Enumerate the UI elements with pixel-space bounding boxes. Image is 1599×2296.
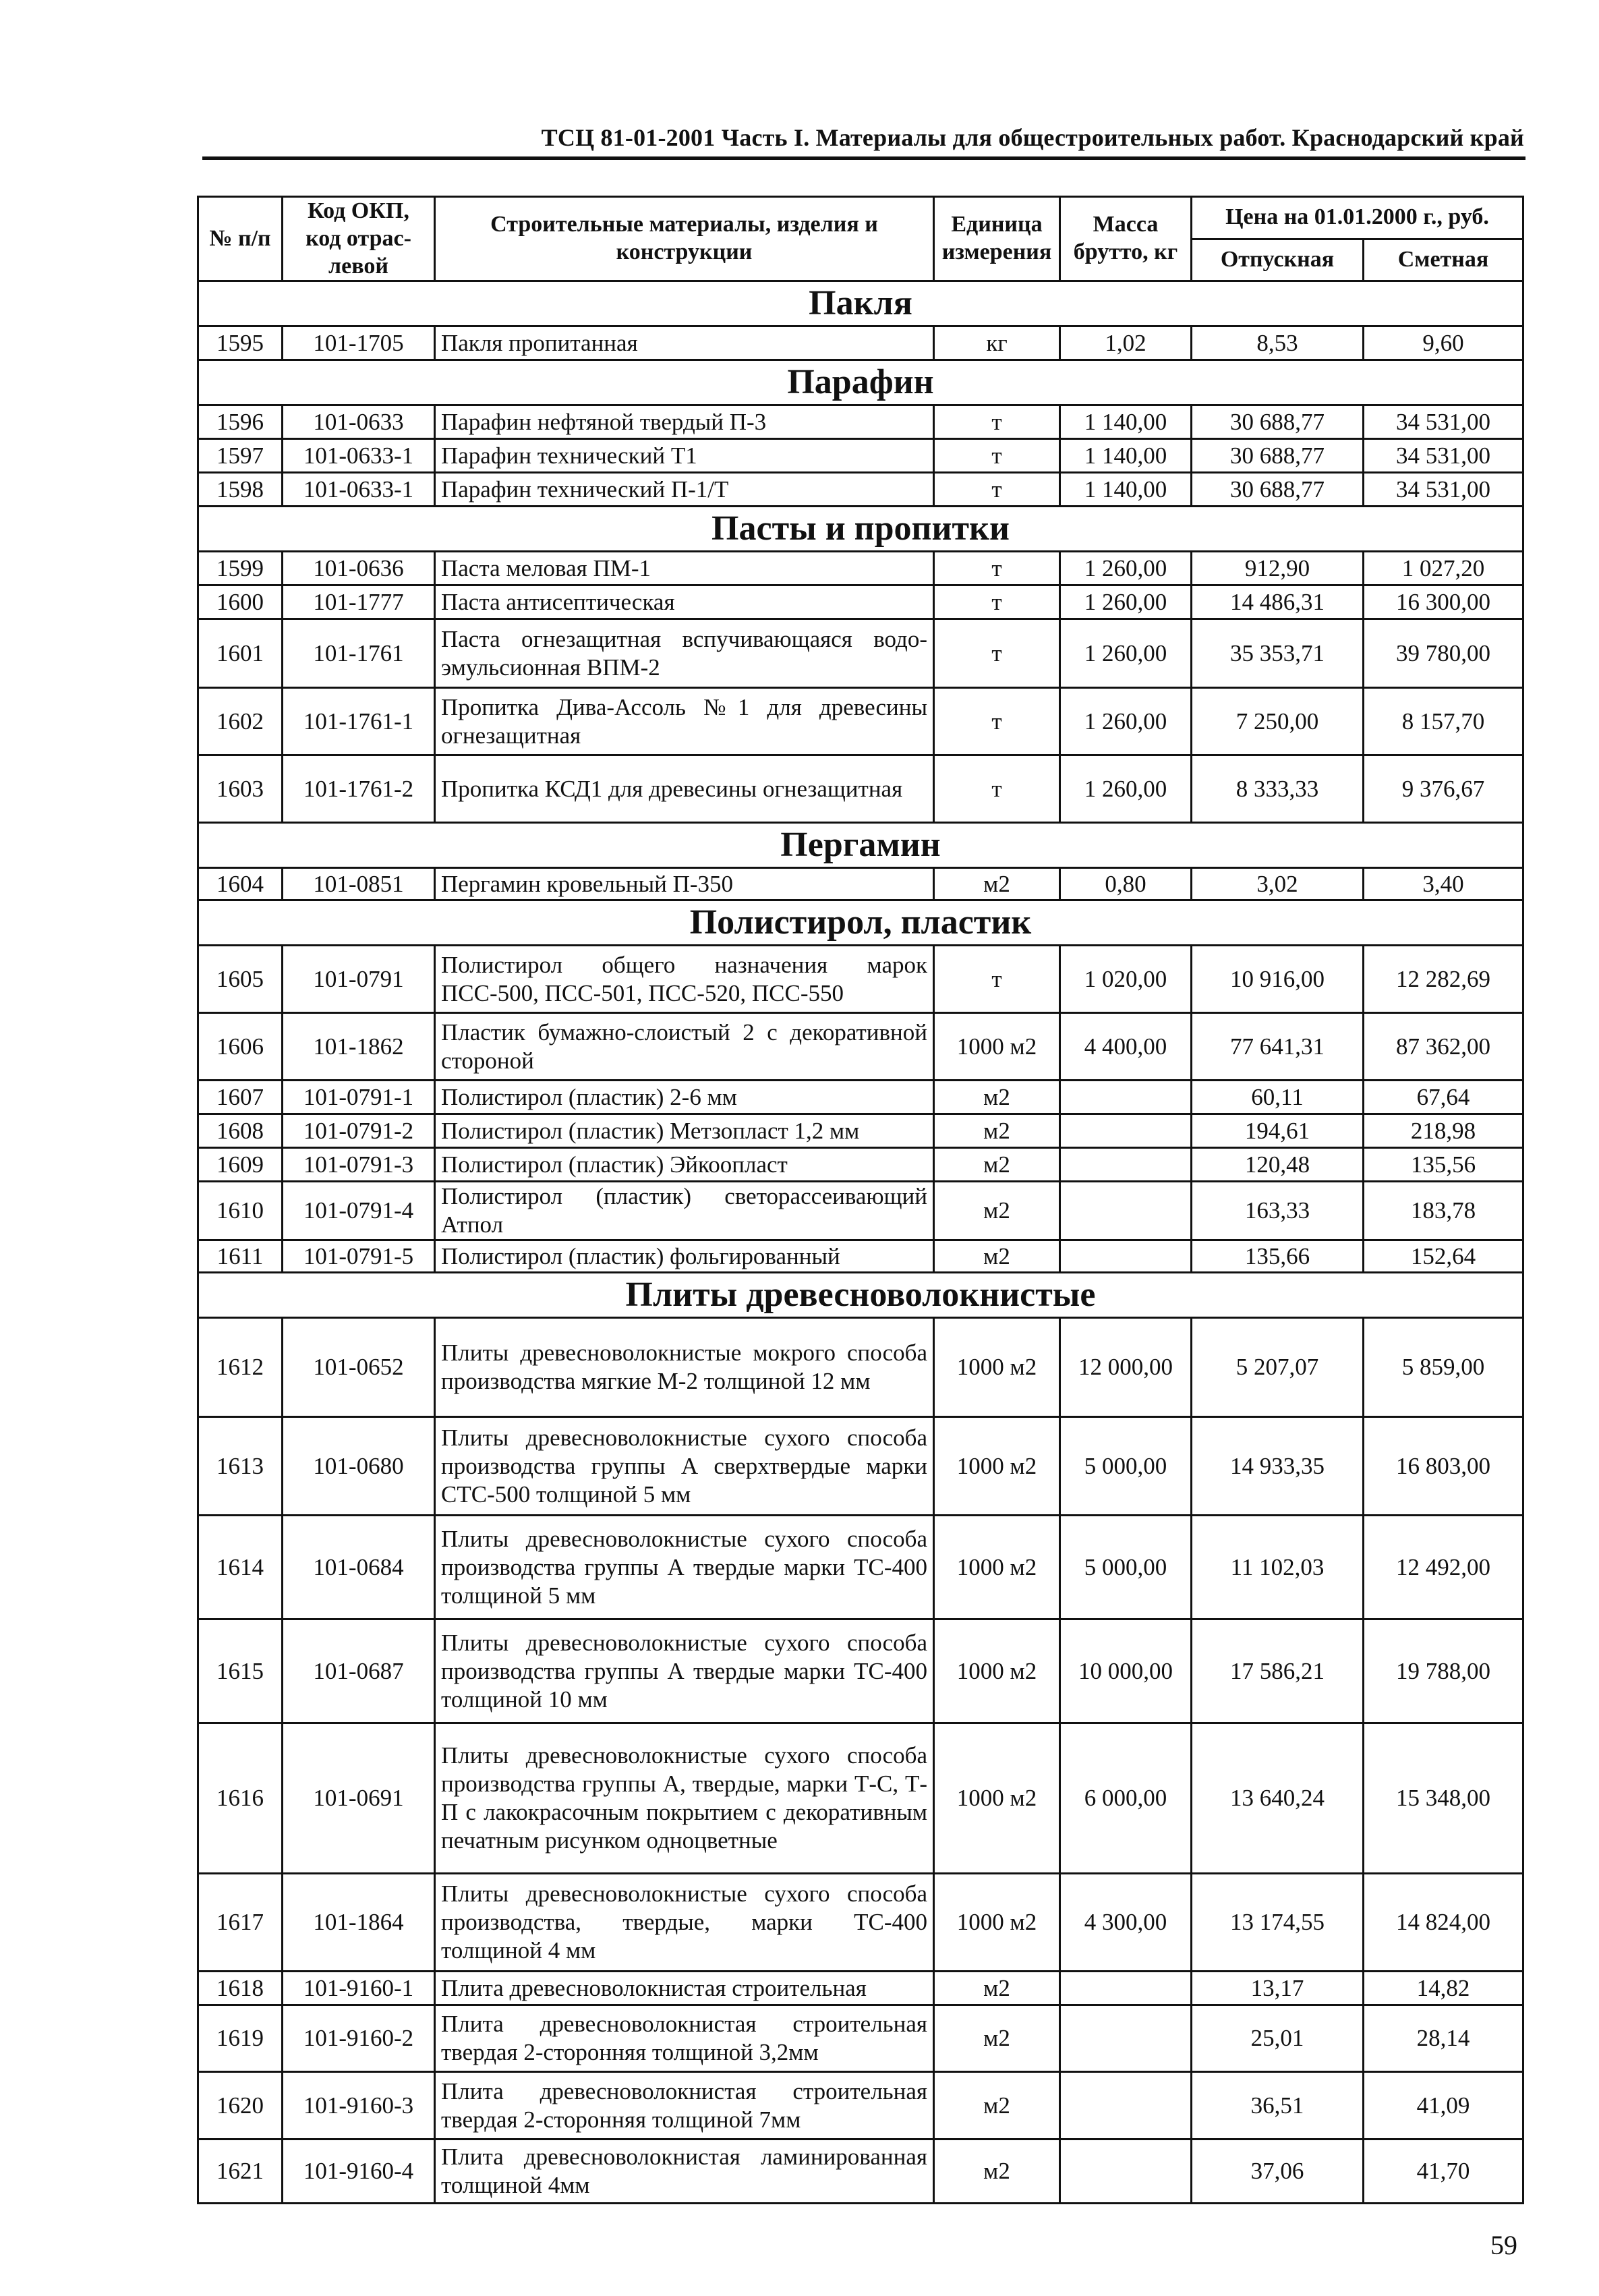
okp-code: 101-0691	[283, 1723, 435, 1874]
material-name: Парафин технический П-1/Т	[435, 473, 934, 507]
unit-cell: т	[934, 405, 1060, 439]
material-name: Плиты древесноволокнистые сухого способа производства группы А твердые марки ТС-400 толщиной 5 мм	[435, 1516, 934, 1619]
row-number: 1607	[198, 1081, 283, 1114]
release-price-cell: 5 207,07	[1192, 1318, 1364, 1417]
material-name: Плита древесноволокнистая строительная твердая 2-сторонняя толщиной 3,2мм	[435, 2005, 934, 2072]
okp-code: 101-0791-4	[283, 1182, 435, 1240]
material-name: Пластик бумажно-слоистый 2 с декоративной стороной	[435, 1013, 934, 1081]
release-price-cell: 912,90	[1192, 552, 1364, 585]
row-number: 1606	[198, 1013, 283, 1081]
page-header: ТСЦ 81-01-2001 Часть I. Материалы для общестроительных работ. Краснодарский край	[541, 124, 1524, 151]
mass-cell	[1060, 1240, 1192, 1273]
estimate-price-cell: 41,70	[1364, 2140, 1523, 2204]
row-number: 1599	[198, 552, 283, 585]
estimate-price-cell: 14,82	[1364, 1972, 1523, 2005]
material-name: Полистирол (пластик) Эйкоопласт	[435, 1148, 934, 1182]
okp-code: 101-0633	[283, 405, 435, 439]
mass-cell: 1 260,00	[1060, 688, 1192, 755]
mass-cell: 1 260,00	[1060, 585, 1192, 619]
estimate-price-cell: 12 282,69	[1364, 946, 1523, 1013]
material-name: Плиты древесноволокнистые сухого способа производства группы А твердые марки ТС-400 толщиной 10 мм	[435, 1619, 934, 1723]
estimate-price-cell: 14 824,00	[1364, 1874, 1523, 1972]
col-header-mass: Масса брутто, кг	[1060, 197, 1192, 281]
mass-cell: 4 400,00	[1060, 1013, 1192, 1081]
release-price-cell: 30 688,77	[1192, 405, 1364, 439]
table-row	[198, 1148, 1523, 1182]
release-price-cell: 37,06	[1192, 2140, 1364, 2204]
okp-code: 101-9160-3	[283, 2072, 435, 2140]
unit-cell: м2	[934, 2072, 1060, 2140]
mass-cell: 1 260,00	[1060, 619, 1192, 688]
table-row	[198, 1516, 1523, 1619]
release-price-cell: 8 333,33	[1192, 755, 1364, 823]
section-title: Плиты древесноволокнистые	[198, 1273, 1523, 1318]
row-number: 1597	[198, 439, 283, 473]
release-price-cell: 30 688,77	[1192, 439, 1364, 473]
unit-cell: т	[934, 552, 1060, 585]
release-price-cell: 7 250,00	[1192, 688, 1364, 755]
estimate-price-cell: 152,64	[1364, 1240, 1523, 1273]
unit-cell: т	[934, 585, 1060, 619]
unit-cell: м2	[934, 1972, 1060, 2005]
table-row	[198, 1318, 1523, 1417]
row-number: 1619	[198, 2005, 283, 2072]
material-name: Полистирол (пластик) фольгированный	[435, 1240, 934, 1273]
col-header-unit: Единица измерения	[934, 197, 1060, 281]
unit-cell: м2	[934, 1081, 1060, 1114]
release-price-cell: 25,01	[1192, 2005, 1364, 2072]
release-price-cell: 194,61	[1192, 1114, 1364, 1148]
estimate-price-cell: 15 348,00	[1364, 1723, 1523, 1874]
material-name: Плита древесноволокнистая строительная твердая 2-сторонняя толщиной 7мм	[435, 2072, 934, 2140]
okp-code: 101-0652	[283, 1318, 435, 1417]
okp-code: 101-0633-1	[283, 439, 435, 473]
estimate-price-cell: 87 362,00	[1364, 1013, 1523, 1081]
okp-code: 101-0791-5	[283, 1240, 435, 1273]
estimate-price-cell: 34 531,00	[1364, 439, 1523, 473]
okp-code: 101-0684	[283, 1516, 435, 1619]
estimate-price-cell: 34 531,00	[1364, 405, 1523, 439]
table-body	[198, 281, 1523, 2204]
col-header-code: Код ОКП, код отраслевой	[283, 197, 435, 281]
mass-cell: 1 020,00	[1060, 946, 1192, 1013]
row-number: 1616	[198, 1723, 283, 1874]
material-name: Полистирол общего назначения марок ПСС-500, ПСС-501, ПСС-520, ПСС-550	[435, 946, 934, 1013]
mass-cell	[1060, 1182, 1192, 1240]
okp-code: 101-1705	[283, 326, 435, 360]
okp-code: 101-0636	[283, 552, 435, 585]
unit-cell: 1000 м2	[934, 1874, 1060, 1972]
estimate-price-cell: 9 376,67	[1364, 755, 1523, 823]
release-price-cell: 8,53	[1192, 326, 1364, 360]
unit-cell: м2	[934, 1114, 1060, 1148]
mass-cell	[1060, 2072, 1192, 2140]
table-row	[198, 755, 1523, 823]
table-row	[198, 1081, 1523, 1114]
unit-cell: т	[934, 688, 1060, 755]
release-price-cell: 14 486,31	[1192, 585, 1364, 619]
estimate-price-cell: 9,60	[1364, 326, 1523, 360]
estimate-price-cell: 28,14	[1364, 2005, 1523, 2072]
mass-cell: 10 000,00	[1060, 1619, 1192, 1723]
row-number: 1613	[198, 1417, 283, 1516]
row-number: 1601	[198, 619, 283, 688]
table-row	[198, 473, 1523, 507]
okp-code: 101-0791-2	[283, 1114, 435, 1148]
okp-code: 101-9160-1	[283, 1972, 435, 2005]
row-number: 1611	[198, 1240, 283, 1273]
row-number: 1612	[198, 1318, 283, 1417]
material-name: Пакля пропитанная	[435, 326, 934, 360]
table-row	[198, 1972, 1523, 2005]
estimate-price-cell: 135,56	[1364, 1148, 1523, 1182]
okp-code: 101-0633-1	[283, 473, 435, 507]
row-number: 1609	[198, 1148, 283, 1182]
okp-code: 101-0791-3	[283, 1148, 435, 1182]
material-name: Парафин нефтяной твердый П-3	[435, 405, 934, 439]
table-row	[198, 1114, 1523, 1148]
material-name: Полистирол (пластик) Метзопласт 1,2 мм	[435, 1114, 934, 1148]
okp-code: 101-0680	[283, 1417, 435, 1516]
section-title: Полистирол, пластик	[198, 900, 1523, 946]
section-row	[198, 360, 1523, 405]
mass-cell	[1060, 1081, 1192, 1114]
release-price-cell: 135,66	[1192, 1240, 1364, 1273]
unit-cell: 1000 м2	[934, 1013, 1060, 1081]
section-title: Пергамин	[198, 823, 1523, 868]
unit-cell: 1000 м2	[934, 1417, 1060, 1516]
table-row	[198, 1417, 1523, 1516]
mass-cell	[1060, 1148, 1192, 1182]
mass-cell: 1 260,00	[1060, 755, 1192, 823]
release-price-cell: 13,17	[1192, 1972, 1364, 2005]
materials-table	[197, 196, 1524, 2204]
estimate-price-cell: 34 531,00	[1364, 473, 1523, 507]
table-row	[198, 2140, 1523, 2204]
mass-cell: 6 000,00	[1060, 1723, 1192, 1874]
unit-cell: 1000 м2	[934, 1318, 1060, 1417]
estimate-price-cell: 12 492,00	[1364, 1516, 1523, 1619]
material-name: Пропитка Дива-Ассоль №1 для древесины огнезащитная	[435, 688, 934, 755]
release-price-cell: 3,02	[1192, 868, 1364, 900]
release-price-cell: 11 102,03	[1192, 1516, 1364, 1619]
mass-cell: 1 140,00	[1060, 405, 1192, 439]
release-price-cell: 60,11	[1192, 1081, 1364, 1114]
row-number: 1605	[198, 946, 283, 1013]
release-price-cell: 36,51	[1192, 2072, 1364, 2140]
release-price-cell: 163,33	[1192, 1182, 1364, 1240]
header-rule	[202, 156, 1525, 160]
table-row	[198, 552, 1523, 585]
material-name: Пропитка КСД1 для древесины огнезащитная	[435, 755, 934, 823]
mass-cell	[1060, 2140, 1192, 2204]
material-name: Плиты древесноволокнистые сухого способа производства группы А, твердые, марки Т-С, Т-П с лакокрасочным покрытием с декоративным печатным рисунком одноцветные	[435, 1723, 934, 1874]
table-row	[198, 1874, 1523, 1972]
material-name: Плиты древесноволокнистые сухого способа производства группы А сверхтвердые марки СТС-500 толщиной 5 мм	[435, 1417, 934, 1516]
mass-cell	[1060, 1972, 1192, 2005]
okp-code: 101-1761-2	[283, 755, 435, 823]
table-row	[198, 1240, 1523, 1273]
row-number: 1595	[198, 326, 283, 360]
estimate-price-cell: 16 300,00	[1364, 585, 1523, 619]
unit-cell: м2	[934, 2140, 1060, 2204]
mass-cell: 1 140,00	[1060, 473, 1192, 507]
unit-cell: 1000 м2	[934, 1516, 1060, 1619]
row-number: 1600	[198, 585, 283, 619]
release-price-cell: 35 353,71	[1192, 619, 1364, 688]
mass-cell: 0,80	[1060, 868, 1192, 900]
unit-cell: т	[934, 946, 1060, 1013]
release-price-cell: 17 586,21	[1192, 1619, 1364, 1723]
material-name: Паста антисептическая	[435, 585, 934, 619]
release-price-cell: 13 640,24	[1192, 1723, 1364, 1874]
unit-cell: т	[934, 439, 1060, 473]
row-number: 1602	[198, 688, 283, 755]
section-row	[198, 1273, 1523, 1318]
mass-cell: 12 000,00	[1060, 1318, 1192, 1417]
material-name: Плита древесноволокнистая ламинированная толщиной 4мм	[435, 2140, 934, 2204]
row-number: 1596	[198, 405, 283, 439]
mass-cell: 1,02	[1060, 326, 1192, 360]
unit-cell: 1000 м2	[934, 1723, 1060, 1874]
release-price-cell: 14 933,35	[1192, 1417, 1364, 1516]
mass-cell: 4 300,00	[1060, 1874, 1192, 1972]
row-number: 1614	[198, 1516, 283, 1619]
estimate-price-cell: 39 780,00	[1364, 619, 1523, 688]
section-row	[198, 281, 1523, 326]
unit-cell: м2	[934, 1240, 1060, 1273]
unit-cell: т	[934, 619, 1060, 688]
material-name: Плиты древесноволокнистые мокрого способа производства мягкие М-2 толщиной 12 мм	[435, 1318, 934, 1417]
mass-cell: 1 260,00	[1060, 552, 1192, 585]
row-number: 1608	[198, 1114, 283, 1148]
okp-code: 101-0791	[283, 946, 435, 1013]
estimate-price-cell: 19 788,00	[1364, 1619, 1523, 1723]
section-row	[198, 507, 1523, 552]
estimate-price-cell: 3,40	[1364, 868, 1523, 900]
release-price-cell: 13 174,55	[1192, 1874, 1364, 1972]
okp-code: 101-1862	[283, 1013, 435, 1081]
release-price-cell: 120,48	[1192, 1148, 1364, 1182]
mass-cell: 5 000,00	[1060, 1516, 1192, 1619]
material-name: Пергамин кровельный П-350	[435, 868, 934, 900]
section-title: Пакля	[198, 281, 1523, 326]
mass-cell	[1060, 2005, 1192, 2072]
release-price-cell: 10 916,00	[1192, 946, 1364, 1013]
unit-cell: м2	[934, 2005, 1060, 2072]
col-header-price-release: Отпускная	[1192, 239, 1364, 281]
table-row	[198, 405, 1523, 439]
material-name: Плита древесноволокнистая строительная	[435, 1972, 934, 2005]
okp-code: 101-9160-4	[283, 2140, 435, 2204]
mass-cell: 1 140,00	[1060, 439, 1192, 473]
row-number: 1615	[198, 1619, 283, 1723]
unit-cell: м2	[934, 1148, 1060, 1182]
unit-cell: м2	[934, 1182, 1060, 1240]
okp-code: 101-0791-1	[283, 1081, 435, 1114]
col-header-num: № п/п	[198, 197, 283, 281]
mass-cell: 5 000,00	[1060, 1417, 1192, 1516]
col-header-name: Строительные материалы, изделия и конструкции	[435, 197, 934, 281]
estimate-price-cell: 5 859,00	[1364, 1318, 1523, 1417]
table-row	[198, 585, 1523, 619]
section-row	[198, 900, 1523, 946]
material-name: Полистирол (пластик) 2-6 мм	[435, 1081, 934, 1114]
okp-code: 101-9160-2	[283, 2005, 435, 2072]
row-number: 1618	[198, 1972, 283, 2005]
unit-cell: кг	[934, 326, 1060, 360]
estimate-price-cell: 8 157,70	[1364, 688, 1523, 755]
unit-cell: т	[934, 755, 1060, 823]
release-price-cell: 30 688,77	[1192, 473, 1364, 507]
okp-code: 101-1864	[283, 1874, 435, 1972]
okp-code: 101-1761	[283, 619, 435, 688]
section-title: Пасты и пропитки	[198, 507, 1523, 552]
table-row	[198, 1619, 1523, 1723]
unit-cell: м2	[934, 868, 1060, 900]
unit-cell: 1000 м2	[934, 1619, 1060, 1723]
table-row	[198, 439, 1523, 473]
okp-code: 101-0851	[283, 868, 435, 900]
section-row	[198, 823, 1523, 868]
estimate-price-cell: 218,98	[1364, 1114, 1523, 1148]
table-row	[198, 2005, 1523, 2072]
table-row	[198, 2072, 1523, 2140]
table-row	[198, 1182, 1523, 1240]
unit-cell: т	[934, 473, 1060, 507]
table-row	[198, 326, 1523, 360]
material-name: Паста меловая ПМ-1	[435, 552, 934, 585]
table-row	[198, 619, 1523, 688]
table-row	[198, 1013, 1523, 1081]
okp-code: 101-1761-1	[283, 688, 435, 755]
row-number: 1620	[198, 2072, 283, 2140]
material-name: Парафин технический Т1	[435, 439, 934, 473]
section-title: Парафин	[198, 360, 1523, 405]
row-number: 1603	[198, 755, 283, 823]
okp-code: 101-0687	[283, 1619, 435, 1723]
table-row	[198, 688, 1523, 755]
row-number: 1621	[198, 2140, 283, 2204]
estimate-price-cell: 1 027,20	[1364, 552, 1523, 585]
material-name: Плиты древесноволокнистые сухого способа производства, твердые, марки ТС-400 толщиной 4 мм	[435, 1874, 934, 1972]
row-number: 1610	[198, 1182, 283, 1240]
table-row	[198, 946, 1523, 1013]
row-number: 1604	[198, 868, 283, 900]
page-number: 59	[1490, 2230, 1517, 2260]
mass-cell	[1060, 1114, 1192, 1148]
col-header-price-group: Цена на 01.01.2000 г., руб.	[1192, 197, 1523, 239]
okp-code: 101-1777	[283, 585, 435, 619]
estimate-price-cell: 67,64	[1364, 1081, 1523, 1114]
release-price-cell: 77 641,31	[1192, 1013, 1364, 1081]
row-number: 1598	[198, 473, 283, 507]
estimate-price-cell: 16 803,00	[1364, 1417, 1523, 1516]
table-row	[198, 868, 1523, 900]
col-header-price-estimate: Сметная	[1364, 239, 1523, 281]
material-name: Полистирол (пластик) светорассеивающий Атпол	[435, 1182, 934, 1240]
estimate-price-cell: 183,78	[1364, 1182, 1523, 1240]
estimate-price-cell: 41,09	[1364, 2072, 1523, 2140]
table-row	[198, 1723, 1523, 1874]
material-name: Паста огнезащитная вспучивающаяся водоэмульсионная ВПМ-2	[435, 619, 934, 688]
row-number: 1617	[198, 1874, 283, 1972]
